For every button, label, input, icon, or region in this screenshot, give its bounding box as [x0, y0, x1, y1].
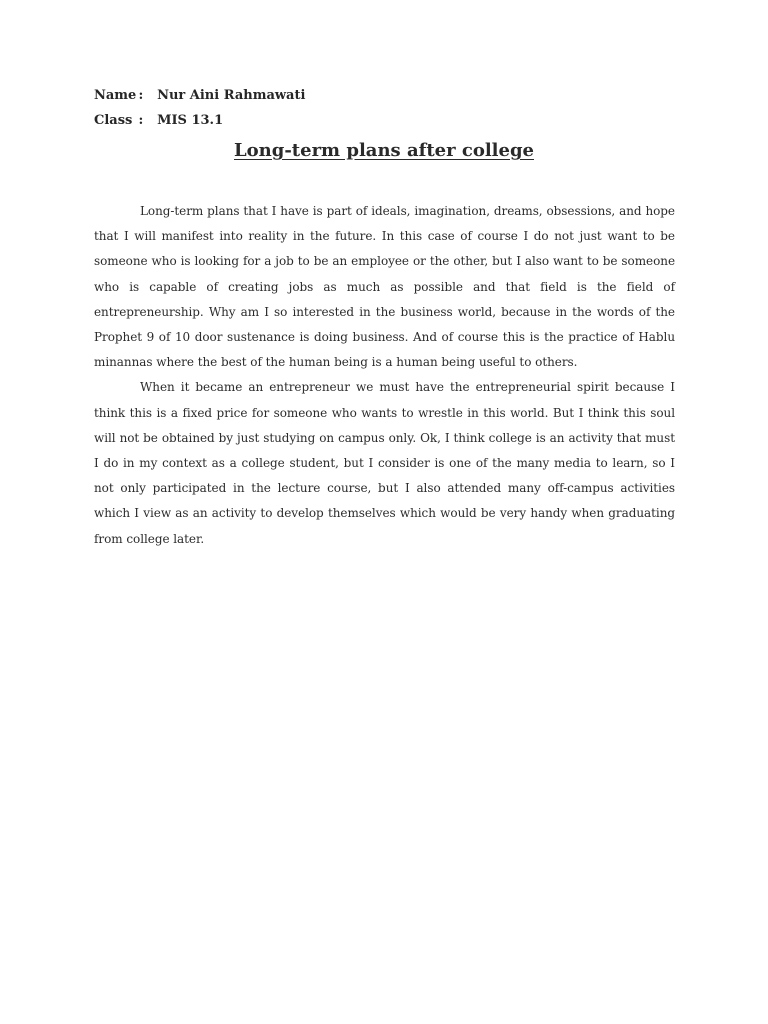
name-separator: : — [138, 88, 144, 103]
name-value: Nur Aini Rahmawati — [157, 88, 306, 103]
name-label: Name — [94, 88, 137, 103]
class-label: Class — [94, 113, 133, 128]
paragraph: Long-term plans that I have is part of ideals, imagination, dreams, obsessions, and hope that I will manifest into reality in the future. In this case of course I do not just want to be someone who is looking for a job to be an employee or the other, but I also want to be someone who is capable of creating jobs as much as possible and that field is the field of entrepreneurship. Why am I so interested in the business world, because in the words of the Prophet 9 of 10 door sustenance is doing business. And of course this is the practice of Hablu minannas where the best of the human being is a human being useful to others. — [94, 204, 675, 370]
document-body — [94, 199, 675, 552]
document-title — [0, 139, 768, 163]
class-value: MIS 13.1 — [157, 113, 224, 128]
class-line — [94, 113, 223, 129]
name-line — [94, 88, 305, 104]
class-separator: : — [138, 113, 144, 128]
paragraph: When it became an entrepreneur we must have the entrepreneurial spirit because I think this is a fixed price for someone who wants to wrestle in this world. But I think this soul will not be obtained by just studying on campus only. Ok, I think college is an activity that must I do in my context as a college student, but I consider is one of the many media to learn, so I not only participated in the lecture course, but I also attended many off-campus activities which I view as an activity to develop themselves which would be very handy when graduating from college later. — [94, 380, 675, 546]
document-title-text: Long-term plans after college — [234, 140, 534, 161]
